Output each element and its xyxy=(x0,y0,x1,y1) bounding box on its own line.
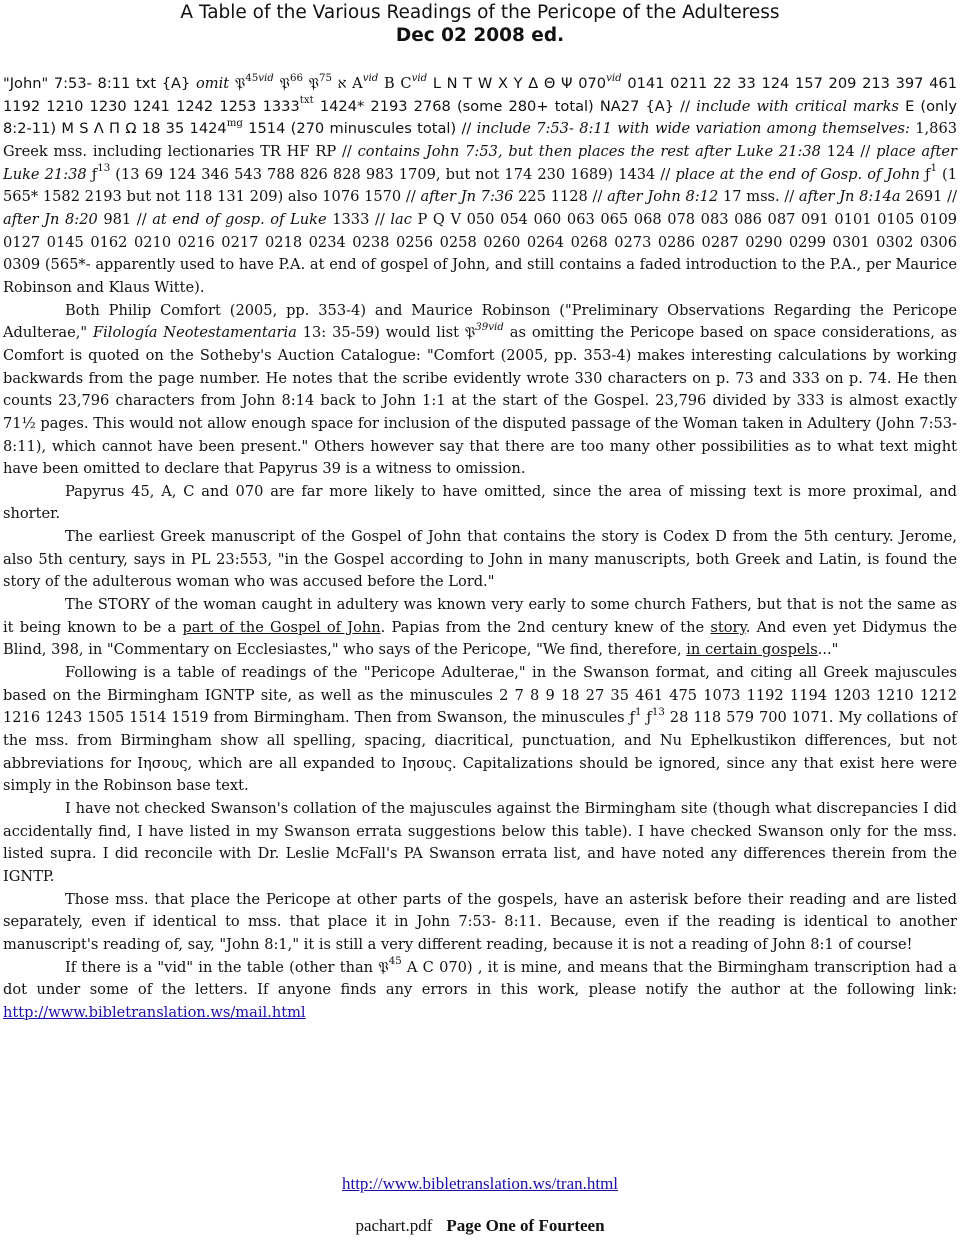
table-intro-paragraph: Following is a table of readings of the "Pericope Adulterae," in the Swanson format, and citing all Greek majuscules based on the Birmingham IGNTP site, as well as the minuscules 2 7 8 9 18 27 35 461 475 1073 1192 1194 1203 1210 1212 1216 1243 1505 1514 1519 from Birmingham. Then from Swanson, the minuscules $ƒ^1$ $ƒ^{13}$ 28 118 579 700 1071. My collations of the mss. from Birmingham show all spelling, spacing, diacritical, punctuation, and Nu Ephelkustikon differences, but not abbreviations for Ιησους, which are all expanded to Ιησους. Capitalizations should be ignored, since any that exist here were simply in the Robinson base text. xyxy=(3,664,957,795)
document-body xyxy=(3,73,957,1025)
footer-url-link[interactable]: http://www.bibletranslation.ws/tran.html xyxy=(341,1174,619,1193)
story-paragraph: The STORY of the woman caught in adultery was known very early to some church Fathers, but that is not the same as it being known to be a part of the Gospel of John. Papias from the 2nd century knew of the story. And even yet Didymus the Blind, 398, in "Commentary on Ecclesiastes," who says of the Pericope, "We find, therefore, in certain gospels..." xyxy=(3,596,957,659)
vid-paragraph: If there is a "vid" in the table (other than 𝔓$^{45}$ A C 070) , it is mine, and means that the Birmingham transcription had a dot under some of the letters. If anyone finds any errors in this work, please notify the author at the following link: http://www.bibletranslation.ws/mail.html xyxy=(3,956,957,1021)
edition-date: Dec 02 2008 ed. xyxy=(395,25,565,46)
papyrus-paragraph: Papyrus 45, A, C and 070 are far more likely to have omitted, since the area of missing text is more proximal, and shorter. xyxy=(3,482,957,523)
page-number: Page One of Fourteen xyxy=(446,1216,605,1235)
swanson-paragraph: I have not checked Swanson's collation of the majuscules against the Birmingham site (though what discrepancies I did accidentally find, I have listed in my Swanson errata suggestions below this table). I have checked Swanson only for the mss. listed supra. I did reconcile with Dr. Leslie McFall's PA Swanson errata list, and have noted any differences therein from the IGNTP. xyxy=(3,800,957,885)
reference-label: "John" 7:53- 8:11 xyxy=(3,75,131,92)
page-footer xyxy=(0,1216,960,1236)
reading-summary-paragraph: "John" 7:53- 8:11 txt {A} omit 𝔓$^{45vid}$ 𝔓$^{66}$ 𝔓$^{75}$ א $A^{vid}$ B $C^{vid}$ L N T W X Y Δ Θ Ψ $070^{vid}$ 0141 0211 22 33 124 157 209 213 397 461 1192 1210 1230 1241 1242 1253 $1333^{txt}$ 1424* 2193 2768 (some 280+ total) NA27 {A} // include with critical marks E (only 8:2-11) M S Λ Π Ω 18 35 $1424^{mg}$ 1514 (270 minuscules total) // include 7:53- 8:11 with wide variation among themselves: 1,863 Greek mss. including lectionaries TR HF RP // contains John 7:53, but then places the rest after Luke 21:38 124 // place after Luke 21:38 $ƒ^{13}$ (13 69 124 346 543 788 826 828 983 1709, but not 174 230 1689) 1434 // place at the end of Gosp. of John $ƒ^1$ (1 565* 1582 2193 but not 118 131 209) also 1076 1570 // after Jn 7:36 225 1128 // after John 8:12 17 mss. // after Jn 8:14a 2691 // after Jn 8:20 981 // at end of gosp. of Luke 1333 // lac P Q V 050 054 060 063 065 068 078 083 086 087 091 0101 0105 0109 0127 0145 0162 0210 0216 0217 0218 0234 0238 0256 0258 0260 0264 0268 0273 0286 0287 0290 0299 0301 0302 0306 0309 (565*- apparently used to have P.A. at end of gospel of John, and still contains a faded introduction to the P.A., per Maurice Robinson and Klaus Witte). xyxy=(3,72,958,296)
codex-d-paragraph: The earliest Greek manuscript of the Gospel of John that contains the story is Codex D from the 5th century. Jerome, also 5th century, says in PL 23:553, "in the Gospel according to John in many manuscripts, both Greek and Latin, is found the story of the adulterous woman who was accused before the Lord." xyxy=(3,528,957,591)
asterisk-paragraph: Those mss. that place the Pericope at other parts of the gospels, have an asterisk before their reading and are listed separately, even if identical to mss. that place it in John 7:53- 8:11. Because, even if the reading is identical to another manuscript's reading of, say, "John 8:1," it is still a very different reading, because it is not a reading of John 8:1 of course! xyxy=(3,890,957,953)
mail-link[interactable]: http://www.bibletranslation.ws/mail.html xyxy=(3,1003,306,1021)
file-name: pachart.pdf xyxy=(355,1216,433,1235)
document-title: A Table of the Various Readings of the Pericope of the Adulteress xyxy=(180,2,780,23)
comfort-robinson-paragraph: Both Philip Comfort (2005, pp. 353-4) and Maurice Robinson ("Preliminary Observations Regarding the Pericope Adulterae," Filología Neotestamentaria 13: 35-59) would list 𝔓$^{39vid}$ as omitting the Pericope based on space considerations, as Comfort is quoted on the Sotheby's Auction Catalogue: "Comfort (2005, pp. 353-4) makes interesting calculations by working backwards from the page number. He notes that the scribe evidently wrote 330 characters on p. 73 and 333 on p. 74. He then counts 23,796 characters from John 8:14 back to John 1:1 at the start of the Gospel. 23,796 divided by 333 is almost exactly 71½ pages. This would not allow enough space for inclusion of the disputed passage of the Woman taken in Adultery (John 7:53-8:11), which cannot have been present." Others however say that there are too many other possibilities as to what text might have been omitted to declare that Papyrus 39 is a witness to omission. xyxy=(3,301,957,478)
